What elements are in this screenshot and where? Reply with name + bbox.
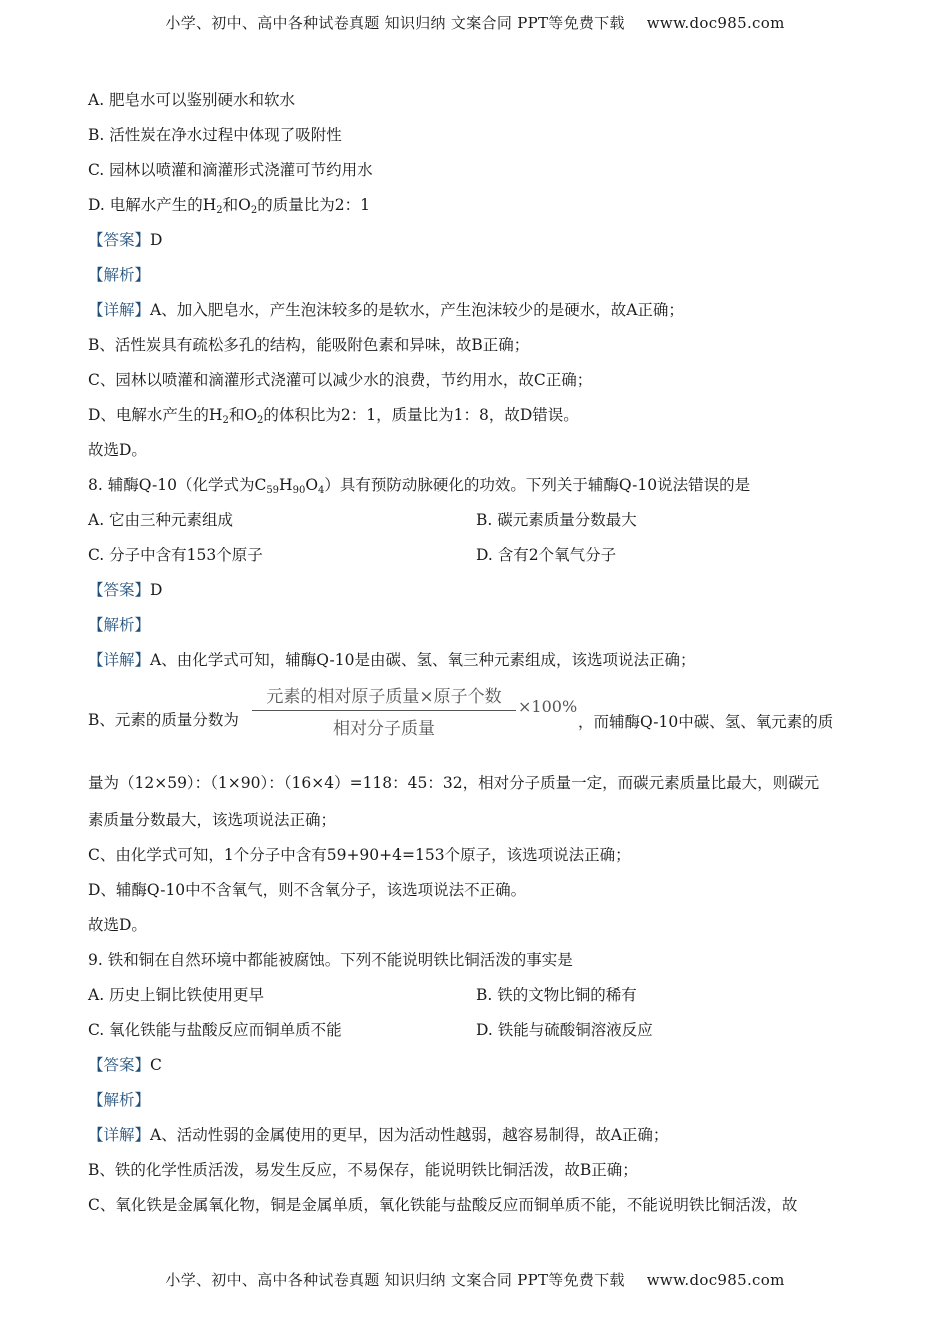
q7-option-d-text: D. 电解水产生的H [88, 196, 217, 214]
answer-tag: 【答案】 [88, 1056, 151, 1074]
subscript: 2 [250, 205, 258, 216]
q9-option-c: C. 氧化铁能与盐酸反应而铜单质不能 [88, 1021, 342, 1039]
q8-detail-a [88, 650, 695, 670]
formula-numerator: 元素的相对原子质量×原子个数 [266, 687, 502, 707]
q9-detail-a [88, 1125, 668, 1145]
subscript: 2 [222, 415, 229, 426]
q7-analysis-tag: 【解析】 [88, 266, 151, 284]
q8-detail-c: C、由化学式可知，1个分子中含有59+90+4=153个原子，该选项说法正确； [88, 846, 631, 864]
detail-text: A、加入肥皂水，产生泡沫较多的是软水，产生泡沫较少的是硬水，故A正确； [150, 301, 684, 319]
page-header [0, 12, 950, 33]
q8-conclusion: 故选D。 [88, 916, 147, 934]
formula-percent: ×100% [518, 697, 578, 716]
answer-value: C [150, 1056, 162, 1074]
q7-detail-a [88, 300, 684, 320]
q9-analysis-tag: 【解析】 [88, 1091, 151, 1109]
answer-value: D [150, 581, 163, 599]
q7-option-a: A. 肥皂水可以鉴别硬水和软水 [88, 91, 296, 109]
stem-text: 8. 辅酶Q-10（化学式为C [88, 476, 267, 494]
q9-detail-b: B、铁的化学性质活泼，易发生反应，不易保存，能说明铁比铜活泼，故B正确； [88, 1161, 638, 1179]
q8-option-c: C. 分子中含有153个原子 [88, 546, 263, 564]
q7-option-d-text: 的质量比为2：1 [257, 196, 370, 214]
q8-option-a: A. 它由三种元素组成 [88, 511, 234, 529]
page-footer [0, 1269, 950, 1290]
subscript: 59 [266, 485, 280, 496]
q9-option-d: D. 铁能与硫酸铜溶液反应 [476, 1021, 653, 1039]
q8-detail-b-suffix: ，而辅酶Q-10中碳、氢、氧元素的质 [578, 713, 834, 731]
q8-detail-b-prefix: B、元素的质量分数为 [88, 711, 239, 729]
subscript: 2 [216, 205, 223, 216]
subscript: 2 [257, 415, 264, 426]
answer-value: D [150, 231, 163, 249]
answer-tag: 【答案】 [88, 231, 151, 249]
header-url[interactable]: www.doc985.com [646, 14, 785, 32]
stem-text: O [305, 476, 319, 494]
q9-option-a: A. 历史上铜比铁使用更早 [88, 986, 265, 1004]
detail-text: A、由化学式可知，辅酶Q-10是由碳、氢、氧三种元素组成，该选项说法正确； [150, 651, 696, 669]
stem-text: H [279, 476, 293, 494]
q7-conclusion: 故选D。 [88, 441, 147, 459]
q9-detail-c: C、氧化铁是金属氧化物，铜是金属单质，氧化铁能与盐酸反应而铜单质不能，不能说明铁比铜活泼，故 [88, 1196, 798, 1214]
q8-detail-d: D、辅酶Q-10中不含氧气，则不含氧分子，该选项说法不正确。 [88, 881, 527, 899]
detail-text: 和O [228, 406, 258, 424]
subscript: 90 [292, 485, 306, 496]
detail-text: 的体积比为2：1，质量比为1：8，故D错误。 [263, 406, 579, 424]
fraction-bar [252, 710, 516, 711]
detail-tag: 【详解】 [88, 651, 151, 669]
footer-text: 小学、初中、高中各种试卷真题 知识归纳 文案合同 PPT等免费下载 [165, 1271, 625, 1289]
answer-tag: 【答案】 [88, 581, 151, 599]
subscript: 4 [318, 485, 325, 496]
q7-detail-b: B、活性炭具有疏松多孔的结构，能吸附色素和异味，故B正确； [88, 336, 530, 354]
mass-fraction-formula [252, 682, 516, 739]
detail-text: D、电解水产生的H [88, 406, 223, 424]
detail-text: A、活动性弱的金属使用的更早，因为活动性越弱，越容易制得，故A正确； [150, 1126, 669, 1144]
detail-tag: 【详解】 [88, 1126, 151, 1144]
q8-stem [88, 475, 750, 495]
q8-option-d: D. 含有2个氧气分子 [476, 546, 617, 564]
q7-option-d [88, 195, 370, 215]
q9-stem: 9. 铁和铜在自然环境中都能被腐蚀。下列不能说明铁比铜活泼的事实是 [88, 951, 573, 969]
q8-detail-b-line3: 素质量分数最大，该选项说法正确； [88, 811, 337, 829]
q8-answer [88, 580, 162, 600]
q9-option-b: B. 铁的文物比铜的稀有 [476, 986, 637, 1004]
q7-option-d-text: 和O [222, 196, 251, 214]
detail-tag: 【详解】 [88, 301, 151, 319]
q7-detail-d [88, 405, 579, 425]
q7-detail-c: C、园林以喷灌和滴灌形式浇灌可以减少水的浪费，节约用水，故C正确； [88, 371, 593, 389]
formula-denominator: 相对分子质量 [333, 719, 435, 739]
q7-answer [88, 230, 162, 250]
stem-text: ）具有预防动脉硬化的功效。下列关于辅酶Q-10说法错误的是 [324, 476, 751, 494]
header-text: 小学、初中、高中各种试卷真题 知识归纳 文案合同 PPT等免费下载 [165, 14, 625, 32]
q8-option-b: B. 碳元素质量分数最大 [476, 511, 637, 529]
footer-url[interactable]: www.doc985.com [646, 1271, 785, 1289]
q7-option-c: C. 园林以喷灌和滴灌形式浇灌可节约用水 [88, 161, 373, 179]
q8-detail-b-line2: 量为（12×59）：（1×90）：（16×4）=118：45：32，相对分子质量一定，而碳元素质量比最大，则碳元 [88, 774, 820, 792]
q9-answer [88, 1055, 162, 1075]
q7-option-b: B. 活性炭在净水过程中体现了吸附性 [88, 126, 342, 144]
q8-analysis-tag: 【解析】 [88, 616, 151, 634]
